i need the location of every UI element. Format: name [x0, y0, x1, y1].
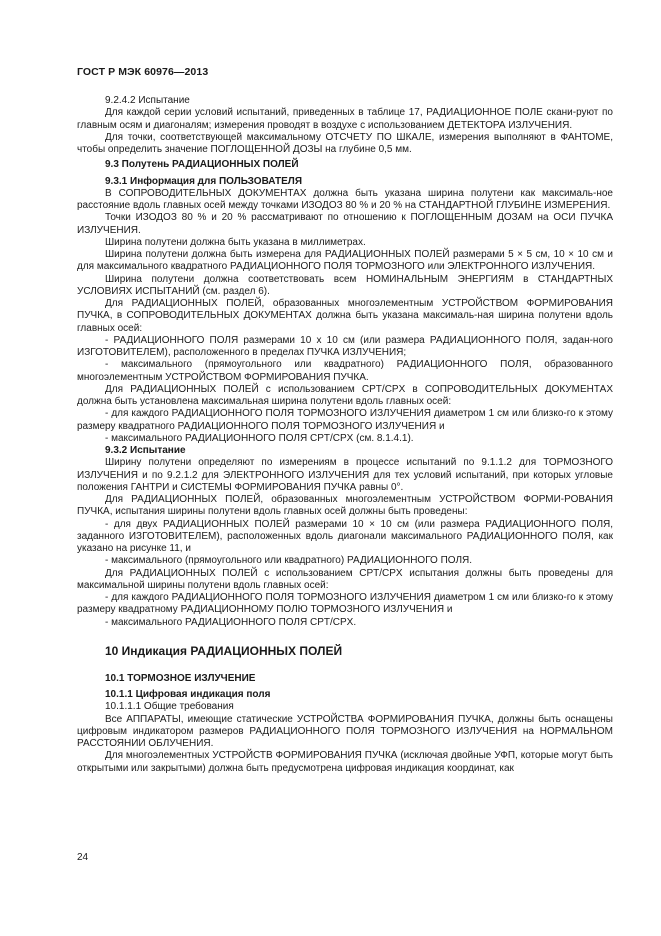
body-paragraph: Для РАДИАЦИОННЫХ ПОЛЕЙ, образованных многоэлементным УСТРОЙСТВОМ ФОРМИРОВАНИЯ ПУЧКА, в СОПРОВОДИТЕЛЬНЫХ ДОКУМЕНТАХ должна быть указана максималь-ная ширина полутени вдоль главных осей:	[77, 298, 613, 334]
body-paragraph: Для каждой серии условий испытаний, приведенных в таблице 17, РАДИАЦИОННОЕ ПОЛЕ скани-руют по главным осям и диагоналям; измерения проводят в воздухе с использованием ДЕТЕКТОРА ИЗЛУЧЕНИЯ.	[77, 107, 613, 131]
body-paragraph: - максимального РАДИАЦИОННОГО ПОЛЯ CPT/CPX (см. 8.1.4.1).	[105, 432, 414, 444]
body-paragraph: Все АППАРАТЫ, имеющие статические УСТРОЙСТВА ФОРМИРОВАНИЯ ПУЧКА, должны быть оснащены цифровым индикатором размеров РАДИАЦИОННОГО ПОЛЯ ТОРМОЗНОГО ИЗЛУЧЕНИЯ на НОРМАЛЬНОМ РАССТОЯНИИ ОБЛУЧЕНИЯ.	[77, 713, 613, 749]
body-paragraph: Ширину полутени определяют по измерениям в процессе испытаний по 9.1.1.2 для ТОРМОЗНОГО ИЗЛУЧЕНИЯ и по 9.2.1.2 для ЭЛЕКТРОННОГО ИЗЛУЧЕНИЯ для тех условий испытаний, при которых угловые положения ГАНТРИ и СИСТЕМЫ ФОРМИРОВАНИЯ ПУЧКА равны 0°.	[77, 457, 613, 493]
body-paragraph: - для двух РАДИАЦИОННЫХ ПОЛЕЙ размерами 10 × 10 см (или размера РАДИАЦИОННОГО ПОЛЯ, заданного ИЗГОТОВИТЕЛЕМ), расположенных вдоль диагонали максимального РАДИАЦИОННОГО ПОЛЯ, как указано на рисунке 11, и	[77, 518, 613, 554]
body-paragraph: Для многоэлементных УСТРОЙСТВ ФОРМИРОВАНИЯ ПУЧКА (исключая двойные УФП, которые могут быть открытыми или закрытыми) должна быть предусмотрена цифровая индикация координат, как	[77, 750, 613, 774]
section-heading: 9.3 Полутень РАДИАЦИОННЫХ ПОЛЕЙ	[105, 159, 299, 171]
body-paragraph: Ширина полутени должна быть указана в миллиметрах.	[105, 236, 366, 248]
body-paragraph: - для каждого РАДИАЦИОННОГО ПОЛЯ ТОРМОЗНОГО ИЗЛУЧЕНИЯ диаметром 1 см или близко-го к этому размеру квадратного РАДИАЦИОННОГО ПОЛЯ ТОРМОЗНОГО ИЗЛУЧЕНИЯ и	[77, 408, 613, 432]
section-heading: 10 Индикация РАДИАЦИОННЫХ ПОЛЕЙ	[105, 643, 343, 658]
body-paragraph: - максимального РАДИАЦИОННОГО ПОЛЯ CPT/CPX.	[105, 616, 357, 628]
body-paragraph: - РАДИАЦИОННОГО ПОЛЯ размерами 10 х 10 см (или размера РАДИАЦИОННОГО ПОЛЯ, задан-ного ИЗГОТОВИТЕЛЕМ), расположенного в пределах ПУЧКА ИЗЛУЧЕНИЯ;	[77, 334, 613, 358]
page-number: 24	[77, 852, 89, 863]
section-heading: 9.3.2 Испытание	[105, 445, 186, 456]
body-paragraph: Для РАДИАЦИОННЫХ ПОЛЕЙ с использованием CPT/CPX в СОПРОВОДИТЕЛЬНЫХ ДОКУМЕНТАХ должна быть установлена максимальная ширина полутени вдоль главных осей:	[77, 383, 613, 407]
body-paragraph: Ширина полутени должна соответствовать всем НОМИНАЛЬНЫМ ЭНЕРГИЯМ в СТАНДАРТНЫХ УСЛОВИЯХ ИСПЫТАНИЙ (см. раздел 6).	[77, 273, 613, 297]
body-paragraph: Для РАДИАЦИОННЫХ ПОЛЕЙ, образованных многоэлементным УСТРОЙСТВОМ ФОРМИ-РОВАНИЯ ПУЧКА, испытания ширины полутени вдоль главных осей должны быть проведены:	[77, 494, 613, 518]
body-paragraph: В СОПРОВОДИТЕЛЬНЫХ ДОКУМЕНТАХ должна быть указана ширина полутени как максималь-ное расстояние вдоль главных осей между точками ИЗОДОЗ 80 % и 20 % на СТАНДАРТНОЙ ГЛУБИНЕ ИЗМЕРЕНИЯ.	[77, 187, 613, 211]
body-paragraph: Ширина полутени должна быть измерена для РАДИАЦИОННЫХ ПОЛЕЙ размерами 5 × 5 см, 10 × 10 см и для максимального квадратного РАДИАЦИОННОГО ПОЛЯ ТОРМОЗНОГО или ЭЛЕКТРОННОГО ИЗЛУЧЕНИЯ.	[77, 249, 613, 273]
section-heading: 10.1 ТОРМОЗНОЕ ИЗЛУЧЕНИЕ	[105, 672, 256, 684]
body-paragraph: - максимального (прямоугольного или квадратного) РАДИАЦИОННОГО ПОЛЯ, образованного многоэлементным УСТРОЙСТВОМ ФОРМИРОВАНИЯ ПУЧКА.	[77, 359, 613, 383]
body-paragraph: Для РАДИАЦИОННЫХ ПОЛЕЙ с использованием CPT/CPX испытания должны быть проведены для максимальной ширины полутени вдоль главных осей:	[77, 567, 613, 591]
document-body	[77, 95, 613, 775]
section-heading: 9.3.1 Информация для ПОЛЬЗОВАТЕЛЯ	[105, 175, 303, 187]
section-heading: 9.2.4.2 Испытание	[105, 95, 190, 106]
body-paragraph: Для точки, соответствующей максимальному ОТСЧЕТУ ПО ШКАЛЕ, измерения выполняют в ФАНТОМЕ, чтобы определить значение ПОГЛОЩЕННОЙ ДОЗЫ на глубине 0,5 мм.	[77, 131, 613, 155]
document-header: ГОСТ Р МЭК 60976—2013	[77, 66, 209, 78]
body-paragraph: - максимального (прямоугольного или квадратного) РАДИАЦИОННОГО ПОЛЯ.	[105, 555, 473, 567]
section-heading: 10.1.1 Цифровая индикация поля	[105, 689, 271, 700]
body-paragraph: - для каждого РАДИАЦИОННОГО ПОЛЯ ТОРМОЗНОГО ИЗЛУЧЕНИЯ диаметром 1 см или близко-го к этому размеру квадратному РАДИАЦИОННОМУ ПОЛЮ ТОРМОЗНОГО ИЗЛУЧЕНИЯ и	[77, 592, 613, 616]
section-heading: 10.1.1.1 Общие требования	[105, 701, 234, 713]
body-paragraph: Точки ИЗОДОЗ 80 % и 20 % рассматривают по отношению к ПОГЛОЩЕННЫМ ДОЗАМ на ОСИ ПУЧКА ИЗЛУЧЕНИЯ.	[77, 212, 613, 236]
